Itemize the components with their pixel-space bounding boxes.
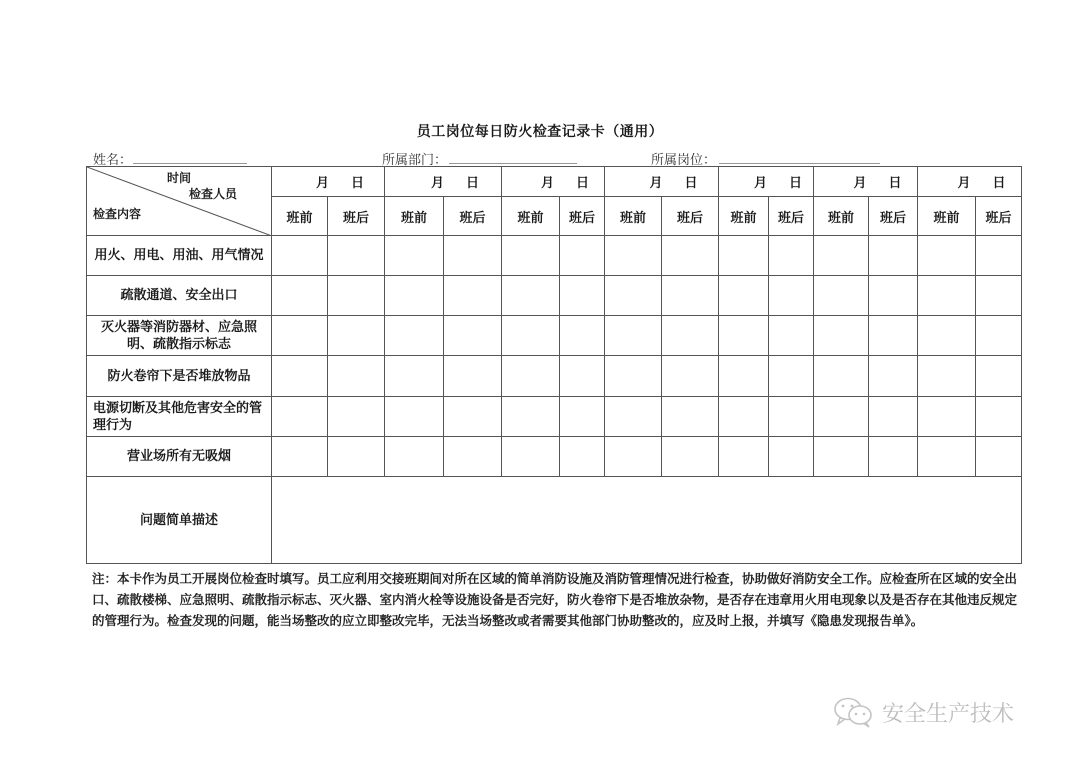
check-cell[interactable] [560,316,605,356]
check-cell[interactable] [719,316,769,356]
inspector-header: 检查人员 [189,187,238,201]
department-label: 所属部门： [382,153,448,168]
shift-after-header: 班后 [976,197,1022,236]
check-cell[interactable] [560,397,605,437]
check-cell[interactable] [719,397,769,437]
check-cell[interactable] [605,236,662,276]
shift-before-header: 班前 [385,197,444,236]
check-cell[interactable] [869,276,918,316]
table-row [87,356,1022,397]
check-cell[interactable] [918,437,976,477]
date-header-7[interactable]: 月 日 [918,167,1022,197]
shift-after-header: 班后 [769,197,814,236]
row-item-label: 营业场所有无吸烟 [87,437,272,477]
check-cell[interactable] [385,437,444,477]
check-cell[interactable] [662,236,719,276]
table-row [87,397,1022,437]
check-cell[interactable] [605,397,662,437]
date-header-5[interactable]: 月 日 [719,167,814,197]
check-cell[interactable] [662,437,719,477]
check-cell[interactable] [918,276,976,316]
check-cell[interactable] [662,356,719,397]
check-cell[interactable] [976,236,1022,276]
check-cell[interactable] [719,437,769,477]
date-header-3[interactable]: 月 日 [502,167,605,197]
check-cell[interactable] [769,276,814,316]
check-cell[interactable] [814,437,869,477]
check-cell[interactable] [328,236,385,276]
position-label: 所属岗位： [651,153,717,168]
name-label: 姓名： [93,153,133,168]
check-cell[interactable] [385,397,444,437]
department-field[interactable] [449,163,577,164]
check-cell[interactable] [502,316,560,356]
shift-after-header: 班后 [560,197,605,236]
check-cell[interactable] [385,276,444,316]
check-cell[interactable] [869,397,918,437]
check-cell[interactable] [560,236,605,276]
description-label: 问题简单描述 [87,477,272,564]
check-cell[interactable] [272,316,328,356]
wechat-icon [832,696,876,728]
shift-before-header: 班前 [719,197,769,236]
row-item-label: 防火卷帘下是否堆放物品 [87,356,272,397]
check-cell[interactable] [869,437,918,477]
check-cell[interactable] [769,236,814,276]
check-cell[interactable] [719,356,769,397]
position-field[interactable] [719,163,880,164]
check-cell[interactable] [272,397,328,437]
check-cell[interactable] [560,276,605,316]
check-cell[interactable] [605,276,662,316]
check-cell[interactable] [976,397,1022,437]
inspection-table [86,166,1022,564]
shift-before-header: 班前 [605,197,662,236]
time-header: 时间 [167,171,192,185]
note-text: 注：本卡作为员工开展岗位检查时填写。员工应利用交接班期间对所在区域的简单消防设施及消防管理情况进行检查，协助做好消防安全工作。应检查所在区域的安全出口、疏散楼梯、应急照明、疏散指示标志、灭火器、室内消火栓等设施设备是否完好，防火卷帘下是否堆放杂物，是否存在违章用火用电现象以及是否存在其他违反规定的管理行为。检查发现的问题，能当场整改的应立即整改完毕，无法当场整改或者需要其他部门协助整改的，应及时上报，并填写《隐患发现报告单》。 [92,571,1018,628]
check-cell[interactable] [385,356,444,397]
header-date-row [87,167,1022,197]
description-input[interactable] [272,477,1022,564]
check-cell[interactable] [444,316,502,356]
check-cell[interactable] [272,437,328,477]
table-row [87,276,1022,316]
check-cell[interactable] [869,236,918,276]
check-cell[interactable] [605,356,662,397]
name-field[interactable] [133,163,247,164]
check-cell[interactable] [328,276,385,316]
shift-before-header: 班前 [918,197,976,236]
check-cell[interactable] [385,236,444,276]
table-row [87,437,1022,477]
shift-after-header: 班后 [662,197,719,236]
row-item-label: 电源切断及其他危害安全的管理行为 [87,397,272,437]
check-cell[interactable] [502,437,560,477]
shift-after-header: 班后 [328,197,385,236]
check-cell[interactable] [502,276,560,316]
row-item-label: 灭火器等消防器材、应急照明、疏散指示标志 [87,316,272,356]
check-cell[interactable] [814,397,869,437]
check-cell[interactable] [918,397,976,437]
date-header-4[interactable]: 月 日 [605,167,719,197]
check-cell[interactable] [502,236,560,276]
row-item-label: 用火、用电、用油、用气情况 [87,236,272,276]
date-header-2[interactable]: 月 日 [385,167,502,197]
check-cell[interactable] [444,236,502,276]
table-row [87,316,1022,356]
check-cell[interactable] [272,236,328,276]
check-cell[interactable] [444,356,502,397]
check-cell[interactable] [769,437,814,477]
watermark-text: 安全生产技术 [882,701,1015,727]
check-cell[interactable] [502,397,560,437]
check-cell[interactable] [769,397,814,437]
check-cell[interactable] [385,316,444,356]
check-cell[interactable] [328,437,385,477]
check-cell[interactable] [814,276,869,316]
check-cell[interactable] [502,356,560,397]
check-cell[interactable] [605,316,662,356]
check-cell[interactable] [662,397,719,437]
check-cell[interactable] [444,276,502,316]
date-header-1[interactable]: 月 日 [272,167,385,197]
check-cell[interactable] [976,356,1022,397]
check-cell[interactable] [869,356,918,397]
check-cell[interactable] [719,276,769,316]
shift-before-header: 班前 [502,197,560,236]
check-cell[interactable] [918,236,976,276]
check-cell[interactable] [769,316,814,356]
check-cell[interactable] [328,397,385,437]
check-cell[interactable] [328,356,385,397]
check-cell[interactable] [976,316,1022,356]
check-cell[interactable] [918,316,976,356]
shift-before-header: 班前 [272,197,328,236]
check-cell[interactable] [662,316,719,356]
row-item-label: 疏散通道、安全出口 [87,276,272,316]
check-cell[interactable] [814,236,869,276]
check-cell[interactable] [719,236,769,276]
check-cell[interactable] [662,276,719,316]
check-cell[interactable] [444,437,502,477]
check-cell[interactable] [976,437,1022,477]
check-cell[interactable] [769,356,814,397]
date-header-6[interactable]: 月 日 [814,167,918,197]
check-cell[interactable] [869,316,918,356]
check-cell[interactable] [814,356,869,397]
description-row [87,477,1022,564]
shift-after-header: 班后 [869,197,918,236]
check-cell[interactable] [976,276,1022,316]
check-cell[interactable] [328,316,385,356]
check-cell[interactable] [272,356,328,397]
check-cell[interactable] [444,397,502,437]
check-cell[interactable] [560,356,605,397]
shift-after-header: 班后 [444,197,502,236]
document-title: 员工岗位每日防火检查记录卡（通用） [416,124,664,140]
check-cell[interactable] [918,356,976,397]
content-header: 检查内容 [93,207,142,221]
shift-before-header: 班前 [814,197,869,236]
check-cell[interactable] [605,437,662,477]
diagonal-header-cell [87,167,272,236]
watermark [832,696,1014,728]
table-row [87,236,1022,276]
check-cell[interactable] [272,276,328,316]
check-cell[interactable] [814,316,869,356]
check-cell[interactable] [560,437,605,477]
